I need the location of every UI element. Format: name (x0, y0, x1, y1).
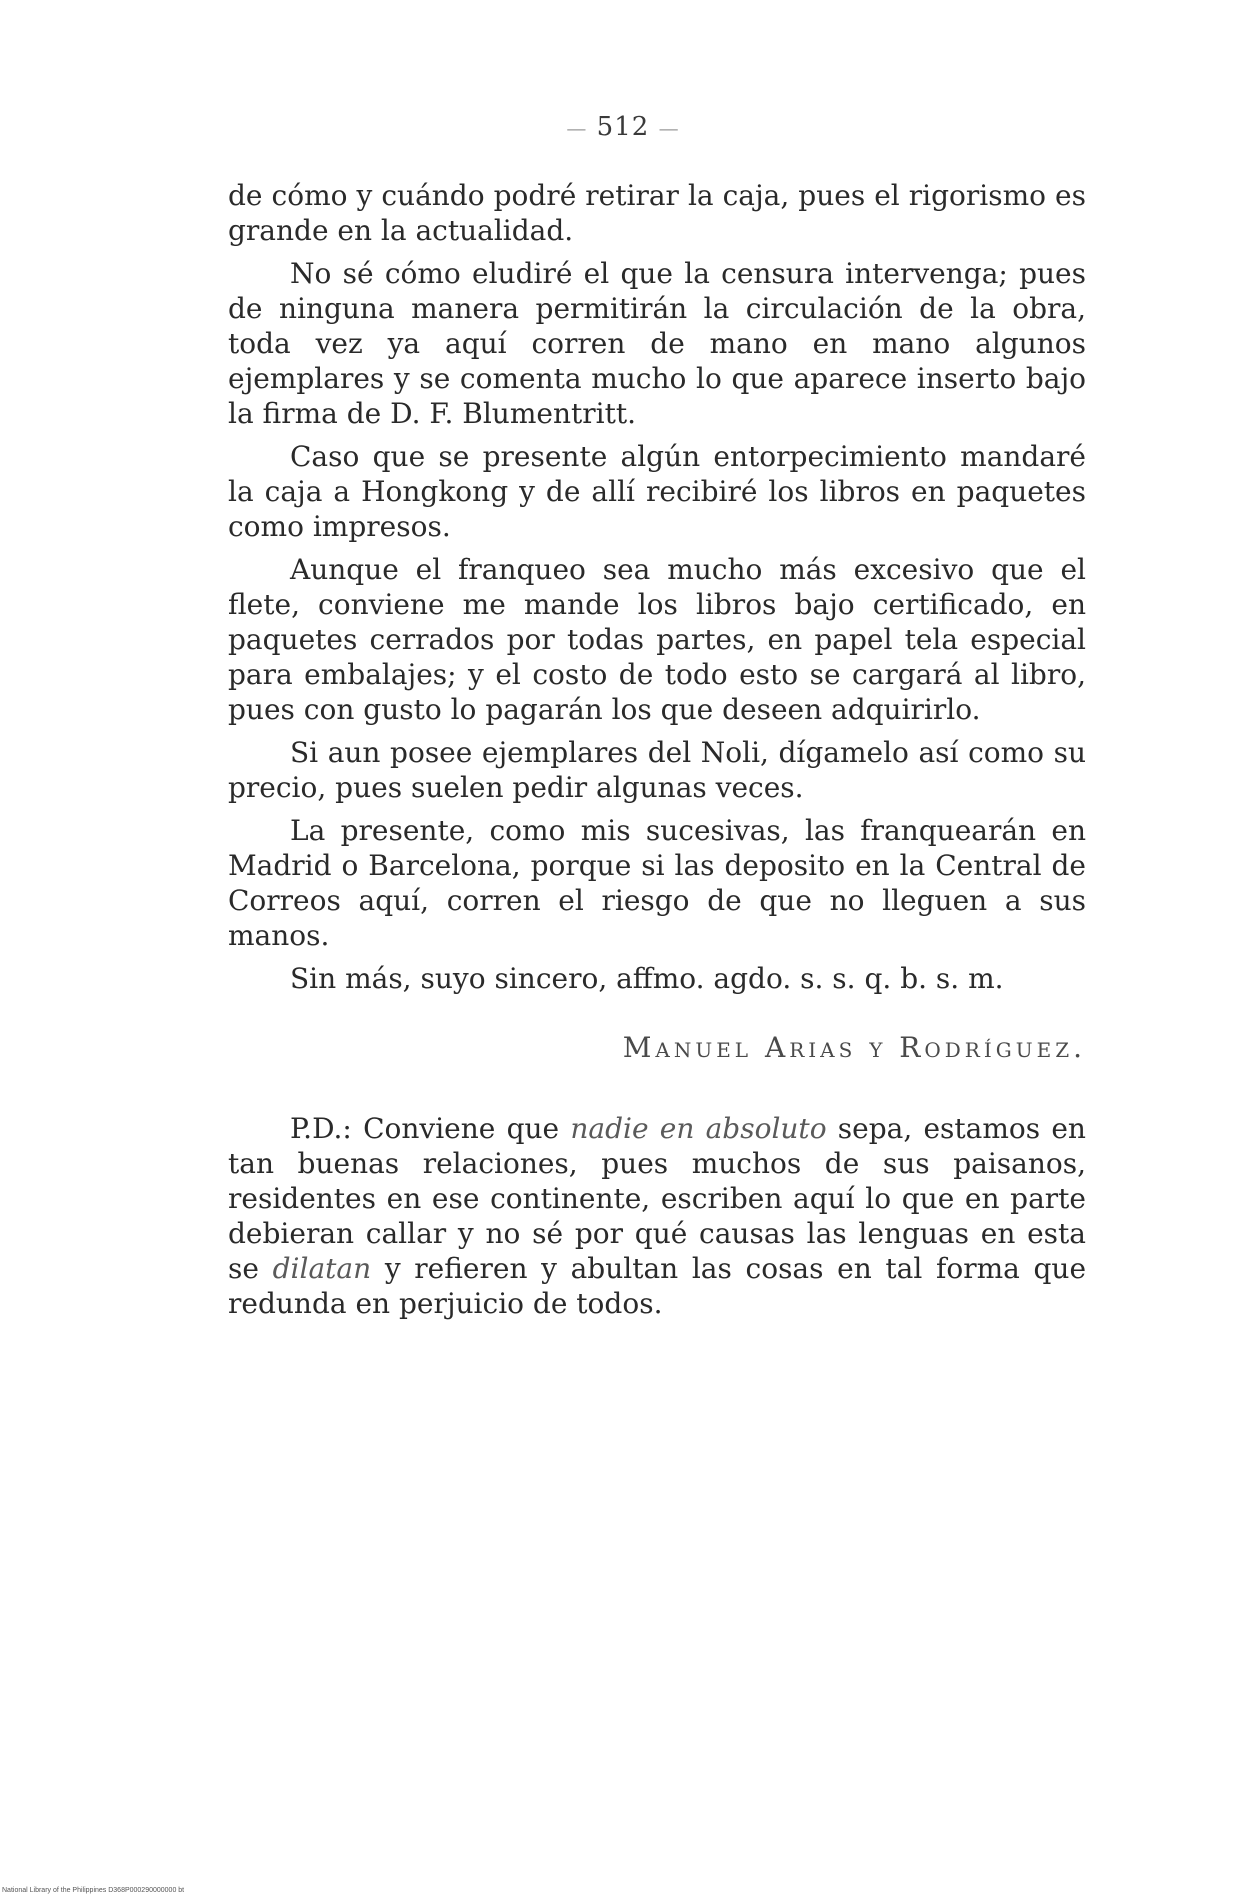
page-number (0, 112, 1246, 142)
postscript-emphasis-nadie: nadie en absoluto (570, 1112, 827, 1145)
letter-paragraph-censorship: No sé cómo eludiré el que la censura intervenga; pues de ninguna manera permitirán la circulación de la obra, toda vez ya aquí corren de mano en mano algunos ejemplares y se comenta mucho lo que aparece inserto bajo la firma de D. F. Blumentritt. (228, 257, 1086, 430)
letter-paragraph-postage: Aunque el franqueo sea mucho más excesivo que el flete, conviene me mande los libros bajo certificado, en paquetes cerrados por todas partes, en papel tela especial para embalajes; y el costo de todo esto se cargará al libro, pues con gusto lo pagarán los que deseen adquirirlo. (228, 553, 1086, 726)
letter-continuation: de cómo y cuándo podré retirar la caja, pues el rigorismo es grande en la actualidad. (228, 179, 1086, 247)
library-credit: National Library of the Philippines D368P000290000000 bt (2, 1887, 185, 1894)
letter-paragraph-noli: Si aun posee ejemplares del Noli, dígamelo así como su precio, pues suelen pedir algunas veces. (228, 736, 1086, 804)
letter-paragraph-hongkong: Caso que se presente algún entorpecimiento mandaré la caja a Hongkong y de allí recibiré los libros en paquetes como impresos. (228, 440, 1086, 543)
postscript-text-after: y refieren y abultan las cosas en tal forma que redunda en perjuicio de todos. (228, 1252, 1087, 1320)
letter-body (228, 178, 1086, 1349)
postscript-text-before: Conviene que (363, 1112, 560, 1145)
page-number-dash-right: — (658, 116, 680, 140)
postscript-text-middle: sepa, estamos en tan buenas relaciones, pues muchos de sus paisanos, residentes en ese continente, escriben aquí lo que en parte debieran callar y no sé por qué causas las lenguas en esta se (228, 1112, 1086, 1285)
postscript (228, 1111, 1086, 1321)
page-number-dash-left: — (566, 116, 588, 140)
postscript-emphasis-dilatan: dilatan (272, 1252, 372, 1285)
letter-signature: Manuel Arias y Rodríguez. (622, 1031, 1086, 1064)
letter-paragraph-mailing: La presente, como mis sucesivas, las franquearán en Madrid o Barcelona, porque si las deposito en la Central de Correos aquí, corren el riesgo de que no lleguen a sus manos. (228, 814, 1086, 952)
letter-closing: Sin más, suyo sincero, affmo. agdo. s. s. q. b. s. m. (290, 962, 1004, 995)
postscript-label: P.D.: (290, 1112, 352, 1145)
page-number-value: 512 (596, 112, 650, 142)
